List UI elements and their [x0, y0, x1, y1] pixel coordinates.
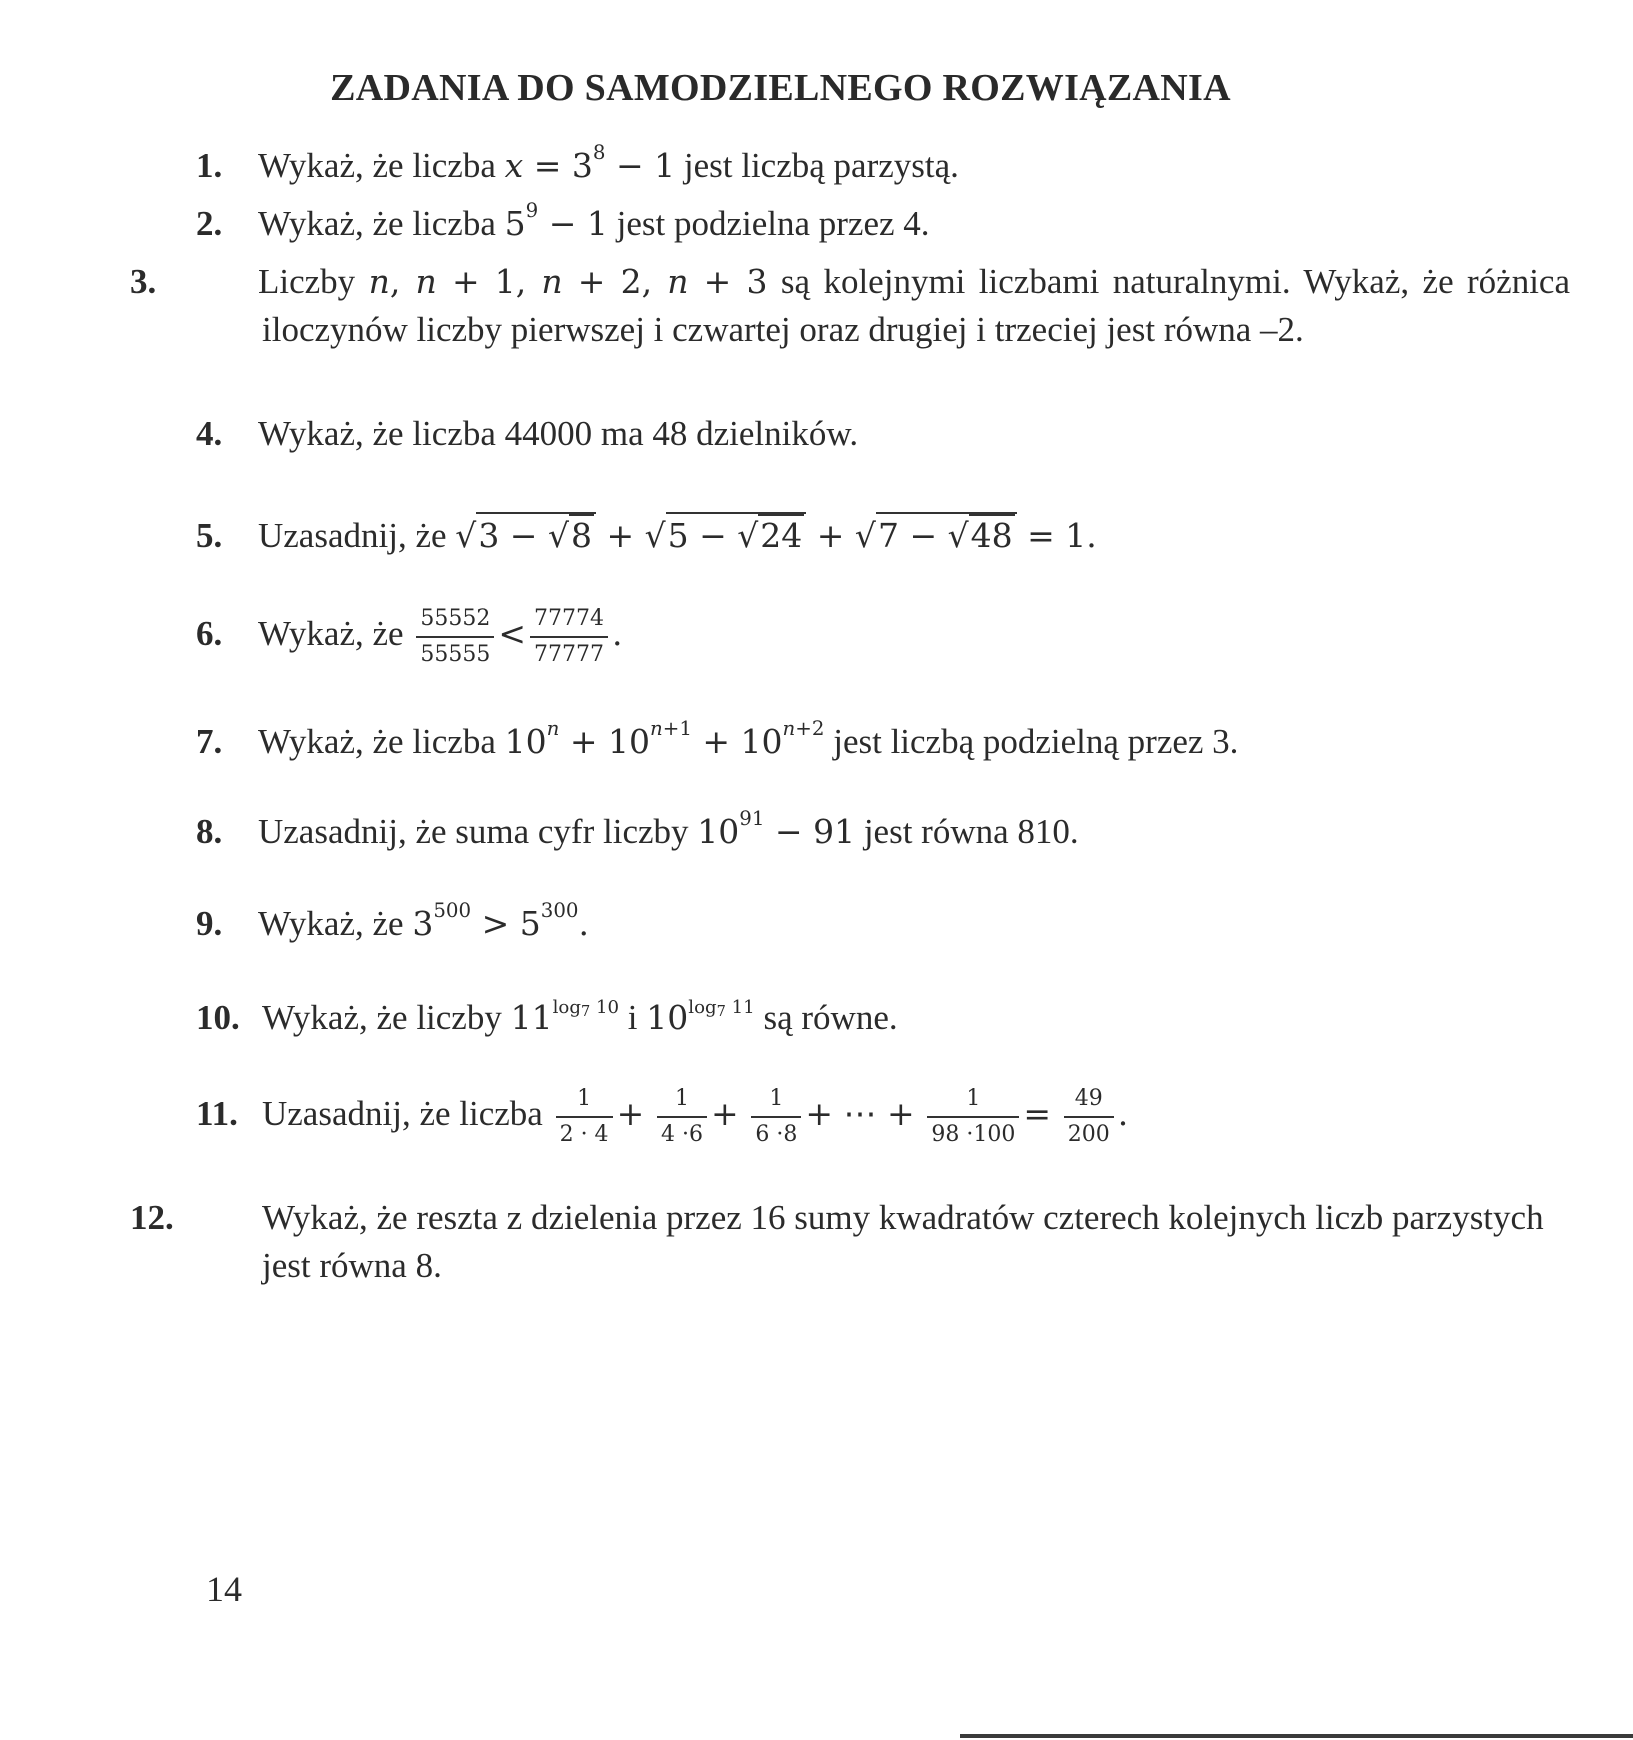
fraction: $\frac{49}{200}$: [1064, 1088, 1114, 1146]
task-text: Uzasadnij, że suma cyfr liczby: [258, 812, 689, 851]
task-text: jest liczbą podzielną przez 3.: [833, 722, 1239, 761]
math-expression: $3^{500} > 5^{300}$.: [412, 899, 589, 943]
math-expression: $10^n + 10^{n+1} + 10^{n+2}$: [504, 717, 825, 761]
task-11: 11. Uzasadnij, że liczba $\frac{1}{2 \cdot 4}$ + $\frac{1}{4 \cdot 6}$ + $\frac{1}{6 \cdot 8}$ + ⋯ + $\frac{1}{98 \cdot 100}$ = $\frac{49}{200}$ .: [196, 1086, 1129, 1147]
math-expression: $x = 3^8 - 1$: [504, 141, 676, 185]
math-expression: $10^{log_7 11}$: [646, 996, 755, 1037]
task-text: Uzasadnij, że liczba: [262, 1094, 543, 1134]
task-text: Liczby: [258, 262, 356, 301]
page-title: ZADANIA DO SAMODZIELNEGO ROZWIĄZANIA: [330, 67, 1231, 109]
task-number: 11.: [196, 1094, 238, 1134]
task-text: jest liczbą parzystą.: [683, 146, 959, 185]
scan-edge-line: [960, 1734, 1633, 1738]
task-number: 12.: [130, 1198, 174, 1237]
fraction: $\frac{1}{4 \cdot 6}$: [657, 1088, 707, 1146]
task-9: [196, 900, 1506, 948]
task-number: 8.: [196, 812, 223, 851]
task-5: [196, 512, 1506, 560]
task-text: Uzasadnij, że: [258, 516, 447, 555]
task-12: [130, 1194, 1580, 1290]
task-text: są kolejnymi liczbami naturalnymi. Wykaż, że różnica iloczynów liczby pierwszej i czwartej oraz drugiej i trzeciej jest równa –2.: [262, 262, 1570, 349]
page-number: 14: [206, 1569, 242, 1609]
fraction: $\frac{1}{2 \cdot 4}$: [556, 1088, 613, 1146]
task-text: Wykaż, że: [258, 904, 404, 943]
fraction: $\frac{77774}{77777}$: [530, 608, 608, 666]
task-number: 5.: [196, 516, 223, 555]
task-number: 6.: [196, 614, 223, 654]
task-text: Wykaż, że liczba 44000 ma 48 dzielników.: [258, 414, 859, 453]
task-number: 7.: [196, 722, 223, 761]
task-7: [196, 718, 1506, 766]
task-text: Wykaż, że reszta z dzielenia przez 16 sumy kwadratów czterech kolejnych liczb parzystych jest równa 8.: [262, 1198, 1544, 1285]
task-text: Wykaż, że liczba: [258, 722, 496, 761]
task-text: i: [627, 998, 638, 1037]
task-number: 10.: [196, 998, 240, 1037]
task-text: Wykaż, że: [258, 614, 404, 654]
task-text: są równe.: [763, 998, 898, 1037]
task-4: [196, 410, 1506, 458]
math-expression: n, n + 1, n + 2, n + 3: [368, 262, 768, 301]
task-text: Wykaż, że liczby: [262, 998, 502, 1037]
task-6: 6. Wykaż, że $\frac{55552}{55555}$ < $\frac{77774}{77777}$ .: [196, 606, 623, 667]
task-text: jest podzielna przez 4.: [616, 204, 930, 243]
fraction: $\frac{1}{6 \cdot 8}$: [751, 1088, 801, 1146]
task-3: [130, 258, 1570, 354]
task-number: 1.: [196, 146, 223, 185]
task-number: 9.: [196, 904, 223, 943]
task-text: jest równa 810.: [863, 812, 1079, 851]
task-text: Wykaż, że liczba: [258, 204, 496, 243]
math-expression: $10^{91} - 91$: [697, 807, 856, 851]
task-text: Wykaż, że liczba: [258, 146, 496, 185]
task-8: [196, 808, 1506, 856]
task-number: 4.: [196, 414, 223, 453]
task-2: [196, 200, 1506, 248]
task-number: 2.: [196, 204, 223, 243]
fraction: $\frac{1}{98 \cdot 100}$: [927, 1088, 1019, 1146]
math-expression: $5^9 - 1$: [504, 199, 608, 243]
math-expression: $11^{log_7 10}$: [510, 996, 620, 1037]
task-1: [196, 142, 1506, 190]
task-number: 3.: [130, 262, 157, 301]
fraction: $\frac{55552}{55555}$: [416, 608, 494, 666]
math-expression: √3 − √8 + √5 − √24 + √7 − √48 = 1.: [455, 516, 1096, 555]
task-10: [196, 994, 1506, 1042]
